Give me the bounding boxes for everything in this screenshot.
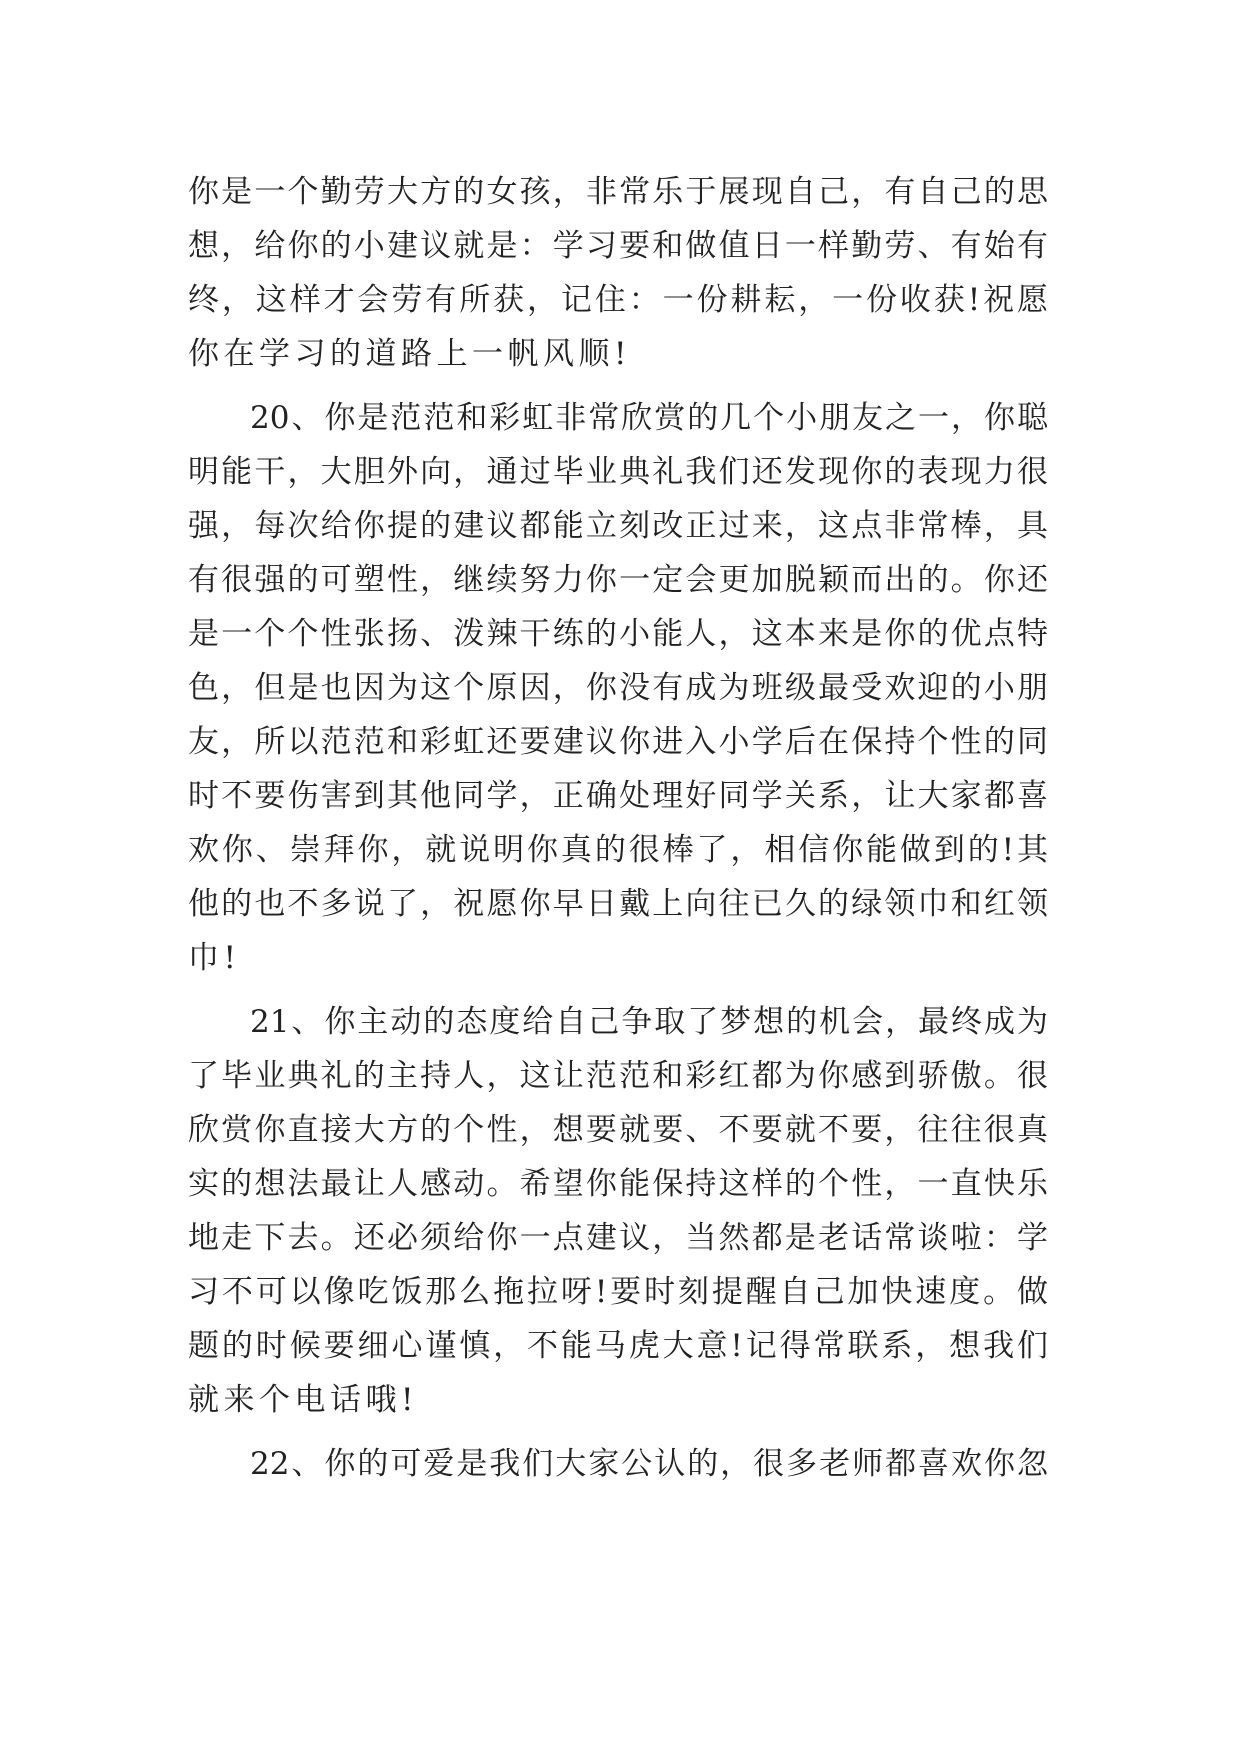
text-line: 你是一个勤劳大方的女孩，非常乐于展现自己，有自己的思: [188, 174, 1048, 210]
paragraph-22-first-line: 22、你的可爱是我们大家公认的，很多老师都喜欢你忽: [250, 1446, 1048, 1482]
text-line: 强，每次给你提的建议都能立刻改正过来，这点非常棒，具: [188, 508, 1048, 544]
text-line: 巾!: [188, 940, 241, 976]
text-line: 习不可以像吃饭那么拖拉呀!要时刻提醒自己加快速度。做: [188, 1274, 1048, 1310]
text-line: 你在学习的道路上一帆风顺!: [188, 336, 631, 372]
text-line: 题的时候要细心谨慎，不能马虎大意!记得常联系，想我们: [188, 1328, 1048, 1364]
text-line: 实的想法最让人感动。希望你能保持这样的个性，一直快乐: [188, 1166, 1048, 1202]
paragraph-20-first-line: 20、你是范范和彩虹非常欣赏的几个小朋友之一，你聪: [250, 400, 1048, 436]
text-line: 他的也不多说了，祝愿你早日戴上向往已久的绿领巾和红领: [188, 886, 1048, 922]
text-line: 了毕业典礼的主持人，这让范范和彩红都为你感到骄傲。很: [188, 1058, 1048, 1094]
text-line: 时不要伤害到其他同学，正确处理好同学关系，让大家都喜: [188, 778, 1048, 814]
text-line: 终，这样才会劳有所获，记住：一份耕耘，一份收获!祝愿: [188, 282, 1048, 318]
paragraph-21-first-line: 21、你主动的态度给自己争取了梦想的机会，最终成为: [250, 1004, 1048, 1040]
text-line: 明能干，大胆外向，通过毕业典礼我们还发现你的表现力很: [188, 454, 1048, 490]
text-line: 色，但是也因为这个原因，你没有成为班级最受欢迎的小朋: [188, 670, 1048, 706]
text-line: 欣赏你直接大方的个性，想要就要、不要就不要，往往很真: [188, 1112, 1048, 1148]
text-line: 就来个电话哦!: [188, 1382, 418, 1418]
text-line: 欢你、崇拜你，就说明你真的很棒了，相信你能做到的!其: [188, 832, 1048, 868]
text-line: 是一个个性张扬、泼辣干练的小能人，这本来是你的优点特: [188, 616, 1048, 652]
text-line: 友，所以范范和彩虹还要建议你进入小学后在保持个性的同: [188, 724, 1048, 760]
text-line: 有很强的可塑性，继续努力你一定会更加脱颖而出的。你还: [188, 562, 1048, 598]
text-line: 地走下去。还必须给你一点建议，当然都是老话常谈啦：学: [188, 1220, 1048, 1256]
text-line: 想，给你的小建议就是：学习要和做值日一样勤劳、有始有: [188, 228, 1048, 264]
